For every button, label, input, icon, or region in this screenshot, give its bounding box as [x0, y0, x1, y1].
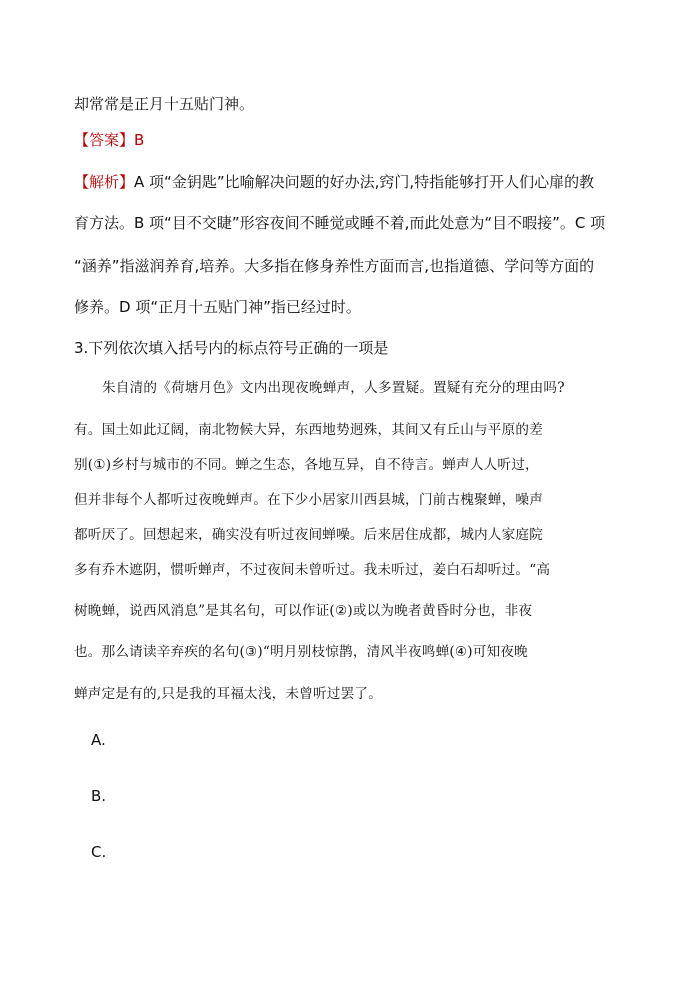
passage-line-6: 多有乔木遮阴，惯听蝉声，不过夜间未曾听过。我未听过，姜白石却听过。“高 [74, 562, 551, 578]
option-c[interactable]: C. [91, 843, 107, 861]
passage-line-3 [74, 455, 539, 475]
blank-marker-3: ③ [245, 644, 258, 660]
analysis-label: 【解析】 [74, 173, 135, 191]
passage-text: )乡村与城市的不同。蝉之生态，各地互异，自不待言。蝉声人人听过， [105, 457, 539, 473]
passage-text: )或以为晚者黄昏时分也，非夜 [347, 603, 533, 619]
passage-line-2: 有。国土如此辽阔，南北物候大异，东西地势迥殊，其间又有丘山与平原的差 [74, 422, 543, 438]
blank-marker-1: ① [93, 457, 106, 473]
passage-text: 别( [74, 457, 94, 473]
passage-line-7 [74, 601, 532, 621]
passage-text: 树晚蝉，说西风消息”是其名句，可以作证( [74, 603, 335, 619]
answer-label: 【答案】 [74, 131, 135, 149]
analysis-text-1: A 项“金钥匙”比喻解决问题的好办法,窍门,特指能够打开人们心扉的教 [134, 173, 595, 191]
blank-marker-2: ② [334, 603, 348, 619]
passage-text: )“明月别枝惊鹊，清风半夜鸣蝉( [257, 644, 455, 660]
option-b[interactable]: B. [91, 787, 107, 805]
passage-line-1: 朱自清的《荷塘月色》文内出现夜晚蝉声，人多置疑。置疑有充分的理由吗? [102, 380, 565, 396]
passage-line-9: 蝉声定是有的,只是我的耳福太浅，未曾听过罢了。 [74, 686, 382, 702]
passage-line-8 [74, 642, 528, 662]
analysis-line-4: 修养。D 项“正月十五贴门神”指已经过时。 [74, 298, 361, 316]
analysis-line-3: “涵养”指滋润养育,培养。大多指在修身养性方面而言,也指道德、学问等方面的 [74, 257, 595, 275]
blank-marker-4: ④ [454, 644, 468, 660]
passage-line-4: 但并非每个人都听过夜晚蝉声。在下少小居家川西县城，门前古槐聚蝉，噪声 [74, 492, 543, 508]
passage-line-5: 都听厌了。回想起来，确实没有听过夜间蝉噪。后来居住成都，城内人家庭院 [74, 527, 543, 543]
answer-line [74, 130, 144, 150]
analysis-line-1 [74, 172, 594, 192]
analysis-line-2: 育方法。B 项“目不交睫”形容夜间不睡觉或睡不着,而此处意为“目不暇接”。C 项 [74, 214, 606, 232]
prev-answer-end: 却常常是正月十五贴门神。 [74, 95, 255, 113]
answer-value: B [134, 131, 145, 149]
passage-text: )可知夜晚 [467, 644, 528, 660]
passage-text: 也。那么请读辛弃疾的名句( [74, 644, 246, 660]
option-a[interactable]: A. [91, 731, 106, 749]
question-title: 3.下列依次填入括号内的标点符号正确的一项是 [74, 339, 389, 357]
